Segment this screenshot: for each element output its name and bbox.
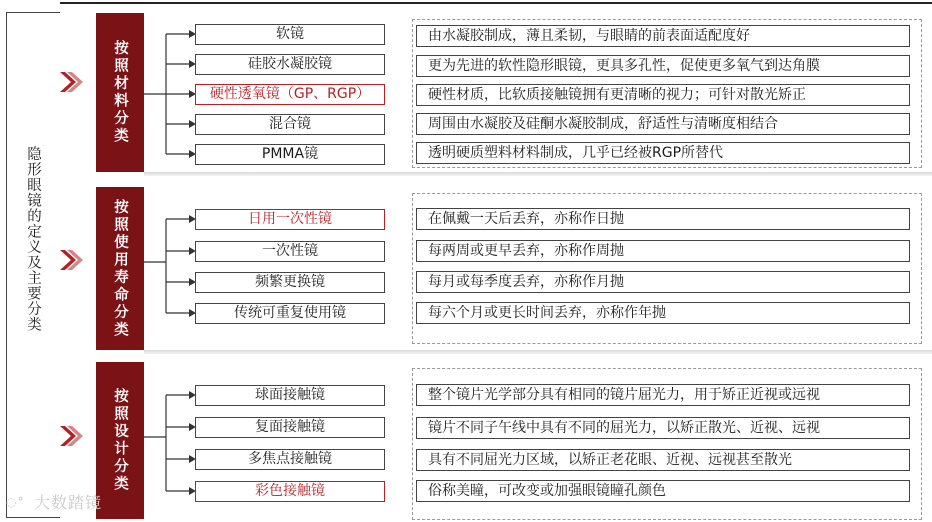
category-design	[96, 362, 144, 519]
category-lifespan	[96, 187, 144, 350]
item-traditional-reusable: 传统可重复使用镜	[195, 303, 385, 324]
category-label: 按照设计分类	[112, 388, 128, 493]
desc-traditional-reusable: 每六个月或更长时间丢弃，亦称作年抛	[416, 302, 910, 324]
item-pmma-lens: PMMA镜	[195, 144, 385, 165]
desc-color-lens: 俗称美瞳，可改变或加强眼镜瞳孔颜色	[416, 480, 910, 502]
camera-logo-icon: ◌°	[6, 495, 25, 509]
desc-rgp-lens: 硬性材质，比软质接触镜拥有更清晰的视力；可针对散光矫正	[416, 84, 910, 106]
connector-tree	[140, 20, 196, 170]
top-rule	[60, 2, 932, 4]
desc-multifocal-lens: 具有不同屈光力区域，以矫正老花眼、近视、远视甚至散光	[416, 449, 910, 471]
watermark-text: 大数踏镜	[34, 493, 103, 512]
item-hybrid-lens: 混合镜	[195, 114, 385, 135]
chevron-right-icon	[58, 424, 84, 448]
desc-frequent-replacement: 每月或每季度丢弃，亦称作月抛	[416, 271, 910, 293]
desc-daily-disposable: 在佩戴一天后丢弃，亦称作日抛	[416, 208, 910, 230]
desc-silicone-hydrogel: 更为先进的软性隐形眼镜，更具多孔性，促使更多氧气到达角膜	[416, 55, 910, 77]
desc-pmma-lens: 透明硬质塑料材料制成，几乎已经被RGP所替代	[416, 142, 910, 164]
item-color-lens: 彩色接触镜	[195, 481, 385, 502]
item-silicone-hydrogel: 硅胶水凝胶镜	[195, 54, 385, 75]
item-spherical-lens: 球面接触镜	[195, 385, 385, 406]
desc-hybrid-lens: 周围由水凝胶及硅酮水凝胶制成，舒适性与清晰度相结合	[416, 113, 910, 135]
category-label: 按照使用寿命分类	[112, 198, 128, 339]
section-divider	[144, 350, 932, 354]
item-frequent-replacement: 频繁更换镜	[195, 272, 385, 293]
desc-disposable: 每两周或更早丢弃，亦称作周抛	[416, 240, 910, 262]
connector-tree	[140, 200, 196, 330]
item-daily-disposable: 日用一次性镜	[195, 209, 385, 230]
category-material	[96, 13, 144, 172]
desc-spherical-lens: 整个镜片光学部分具有相同的镜片屈光力，用于矫正近视或远视	[416, 384, 910, 406]
desc-soft-lens: 由水凝胶制成，薄且柔韧，与眼睛的前表面适配度好	[416, 25, 910, 47]
section-divider	[144, 172, 932, 176]
chevron-right-icon	[58, 248, 84, 272]
main-title: 隐形眼镜的定义及主要分类	[25, 146, 41, 332]
item-rgp-lens: 硬性透氧镜（GP、RGP）	[195, 84, 385, 105]
item-soft-lens: 软镜	[195, 24, 385, 45]
watermark	[6, 490, 102, 513]
desc-toric-lens: 镜片不同子午线中具有不同的屈光力，以矫正散光、近视、远视	[416, 417, 910, 439]
chevron-right-icon	[58, 70, 84, 94]
item-multifocal-lens: 多焦点接触镜	[195, 449, 385, 470]
category-label: 按照材料分类	[112, 40, 128, 145]
item-toric-lens: 复面接触镜	[195, 417, 385, 438]
connector-tree	[140, 375, 196, 505]
item-disposable: 一次性镜	[195, 241, 385, 262]
